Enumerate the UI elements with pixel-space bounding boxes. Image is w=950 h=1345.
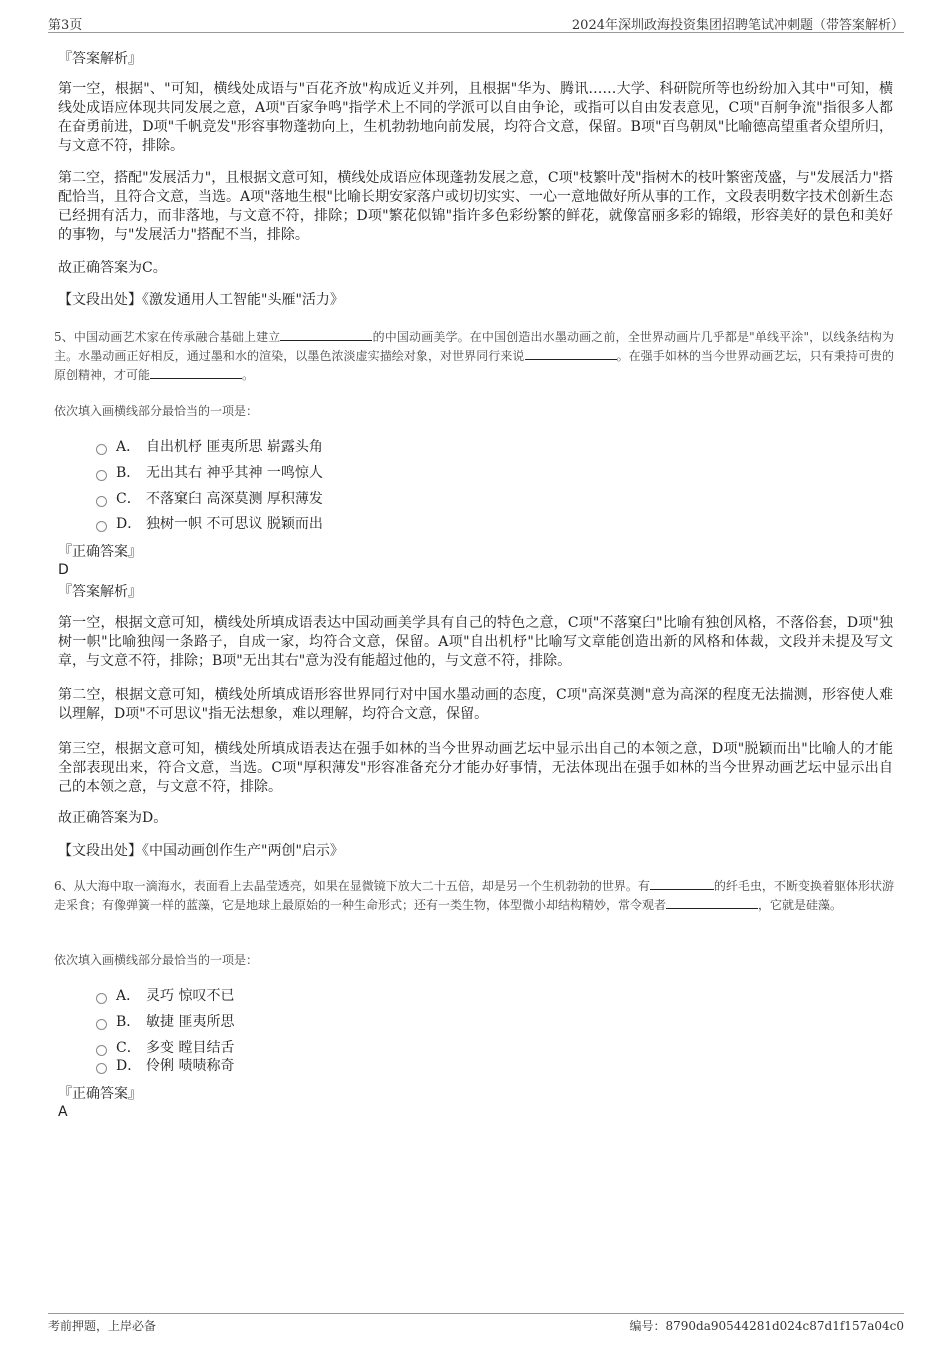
option-text: 灵巧 惊叹不已 [146, 988, 235, 1004]
option-key: C． [116, 491, 141, 507]
radio-icon[interactable] [96, 521, 107, 532]
page-number: 第3页 [48, 18, 83, 33]
q5-blank-1 [280, 328, 372, 341]
q4-conclusion: 故正确答案为C。 [58, 260, 167, 276]
q5-option-b[interactable] [96, 463, 323, 483]
q5-text-part-3: 。在强手如林的当今世界动画艺坛，只有秉持可贵的原创精神，才可能 [54, 349, 894, 382]
q5-analysis-paragraph-2: 第二空，根据文意可知，横线处所填成语形容世界同行对中国水墨动画的态度，C项"高深莫测"意为高深的程度无法揣测，形容使人难以理解，D项"不可思议"指无法想象，难以理解，均符合文意，保留。 [58, 687, 893, 722]
q5-answer: D [58, 562, 69, 578]
option-text: 独树一帜 不可思议 脱颖而出 [146, 516, 323, 532]
q5-option-c[interactable] [96, 489, 323, 509]
q6-option-b[interactable] [96, 1012, 234, 1032]
option-key: A． [116, 439, 141, 455]
q6-answer: A [58, 1104, 68, 1120]
radio-icon[interactable] [96, 470, 107, 481]
q5-conclusion: 故正确答案为D。 [58, 810, 168, 826]
footer-slogan: 考前押题，上岸必备 [48, 1319, 157, 1333]
option-key: C． [116, 1040, 141, 1056]
q5-analysis-label: 『答案解析』 [58, 584, 142, 600]
q6-blank-1 [650, 877, 714, 890]
q5-option-d[interactable] [96, 514, 323, 534]
q5-text-part-4: 。 [242, 368, 255, 382]
q5-answer-label: 『正确答案』 [58, 544, 142, 560]
option-key: A． [116, 988, 141, 1004]
q6-question-text [54, 877, 894, 915]
q6-option-a[interactable] [96, 986, 234, 1006]
option-key: B． [116, 1014, 141, 1030]
document-serial: 编号：8790da90544281d024c87d1f157a04c0 [629, 1319, 904, 1333]
radio-icon[interactable] [96, 1045, 107, 1056]
q5-prompt: 依次填入画横线部分最恰当的一项是： [54, 404, 259, 418]
radio-icon[interactable] [96, 993, 107, 1004]
q5-question-text [54, 328, 894, 385]
option-text: 无出其右 神乎其神 一鸣惊人 [146, 465, 323, 481]
q5-option-a[interactable] [96, 437, 323, 457]
radio-icon[interactable] [96, 1019, 107, 1030]
option-text: 自出机杼 匪夷所思 崭露头角 [146, 439, 323, 455]
q4-analysis-paragraph-1: 第一空，根据"、"可知，横线处成语与"百花齐放"构成近义并列，且根据"华为、腾讯……大学、科研院所等也纷纷加入其中"可知，横线处成语应体现共同发展之意，A项"百家争鸣"指学术上不同的学派可以自由争论，或指可以自由发表意见，C项"百舸争流"指很多人都在奋勇前进，D项"千帆竞发"形容事物蓬勃向上，生机勃勃地向前发展，均符合文意，保留。B项"百鸟朝凤"比喻德高望重者众望所归，与文意不符，排除。 [58, 81, 893, 154]
option-text: 敏捷 匪夷所思 [146, 1014, 235, 1030]
radio-icon[interactable] [96, 1063, 107, 1074]
q5-analysis-paragraph-1: 第一空，根据文意可知，横线处所填成语表达中国动画美学具有自己的特色之意，C项"不落窠臼"比喻有独创风格，不落俗套，D项"独树一帜"比喻独闯一条路子，自成一家，均符合文意，保留。A项"自出机杼"比喻写文章能创造出新的风格和体裁，文段并未提及写文章，与文意不符，排除；B项"无出其右"意为没有能超过他的，与文意不符，排除。 [58, 615, 893, 669]
q5-text-part-1: 5、中国动画艺术家在传承融合基础上建立 [54, 330, 281, 344]
option-text: 多变 瞠目结舌 [146, 1040, 235, 1056]
q5-blank-3 [150, 366, 242, 379]
q6-option-d[interactable] [96, 1056, 234, 1076]
option-key: D． [116, 516, 142, 532]
q6-blank-2 [666, 896, 758, 909]
q4-source: 【文段出处】《激发通用人工智能"头雁"活力》 [58, 292, 344, 308]
q6-text-part-3: ，它就是硅藻。 [758, 898, 843, 912]
q6-option-c[interactable] [96, 1038, 234, 1058]
document-title: 2024年深圳政海投资集团招聘笔试冲刺题（带答案解析） [571, 18, 904, 33]
q6-answer-label: 『正确答案』 [58, 1086, 142, 1102]
page-footer [48, 1313, 904, 1336]
q5-text-part-2: 的中国动画美学。在中国创造出水墨动画之前，全世界动画片几乎都是"单线平涂"，以线条结构为主。水墨动画正好相反，通过墨和水的渲染，以墨色浓淡虚实描绘对象，对世界同行来说 [54, 330, 895, 363]
q5-source: 【文段出处】《中国动画创作生产"两创"启示》 [58, 843, 344, 859]
q6-text-part-1: 6、从大海中取一滴海水，表面看上去晶莹透亮，如果在显微镜下放大二十五倍，却是另一个生机勃勃的世界。有 [54, 879, 650, 893]
q5-analysis-paragraph-3: 第三空，根据文意可知，横线处所填成语表达在强手如林的当今世界动画艺坛中显示出自己的本领之意，D项"脱颖而出"比喻人的才能全部表现出来，符合文意，当选。C项"厚积薄发"形容准备充分才能办好事情，无法体现出在强手如林的当今世界动画艺坛中显示出自己的本领之意，与文意不符，排除。 [58, 741, 893, 795]
page-header [48, 12, 904, 33]
q5-blank-2 [525, 347, 617, 360]
q6-text-part-2: 的纤毛虫，不断变换着躯体形状游走采食；有像弹簧一样的蓝藻，它是地球上最原始的一种生命形式；还有一类生物，体型微小却结构精妙，常令观者 [54, 879, 894, 912]
option-text: 伶俐 啧啧称奇 [146, 1058, 235, 1074]
q6-prompt: 依次填入画横线部分最恰当的一项是： [54, 953, 259, 967]
option-text: 不落窠臼 高深莫测 厚积薄发 [146, 491, 323, 507]
radio-icon[interactable] [96, 444, 107, 455]
q4-analysis-paragraph-2: 第二空，搭配"发展活力"，且根据文意可知，横线处成语应体现蓬勃发展之意，C项"枝繁叶茂"指树木的枝叶繁密茂盛，与"发展活力"搭配恰当，且符合文意，当选。A项"落地生根"比喻长期安家落户或切切实实、一心一意地做好所从事的工作，文段表明数字技术创新生态已经拥有活力，而非落地，与文意不符，排除；D项"繁花似锦"指许多色彩纷繁的鲜花，就像富丽多彩的锦缎，形容美好的景色和美好的事物，与"发展活力"搭配不当，排除。 [58, 170, 893, 243]
option-key: B． [116, 465, 141, 481]
radio-icon[interactable] [96, 496, 107, 507]
q4-analysis-label: 『答案解析』 [58, 51, 142, 67]
option-key: D． [116, 1058, 142, 1074]
